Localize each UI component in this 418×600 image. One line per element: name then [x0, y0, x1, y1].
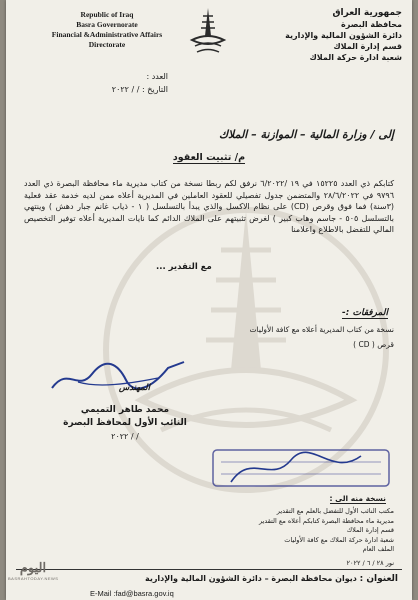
attachment-item-1: نسخة من كتاب المديرية أعلاه مع كافة الأوليات [249, 325, 394, 334]
header-ar-line5: شعبة ادارة حركة الملاك [309, 53, 402, 62]
date-row [78, 83, 168, 96]
signer-title: المهندس [118, 383, 150, 393]
signer-position: النائب الأول لمحافظ البصرة [63, 418, 187, 428]
copies-item: مديرية ماء محافظة البصرة كتابكم أعلاه مع التقدير [258, 516, 394, 525]
regards: مع التقدير ... [156, 262, 212, 272]
letter-page [6, 0, 412, 600]
attachments-title-text: المرفقات :- [342, 308, 388, 318]
news-watermark-logo [8, 560, 58, 581]
letter-body [24, 178, 394, 236]
copies-title [330, 494, 386, 503]
header-ar-line4: قسم إدارة الملاك [333, 42, 402, 51]
signer-name: محمد طاهر التميمي [80, 405, 170, 415]
news-logo-text: اليوم [19, 560, 47, 575]
signatory-block [40, 382, 210, 443]
subject-line [6, 152, 412, 164]
header-arabic [252, 8, 402, 63]
header-ar-line2: محافظة البصرة [341, 20, 402, 29]
header-en-line3: Financial &Administrative Affairs [51, 30, 163, 39]
footer-label: العنوان : [359, 574, 398, 584]
header-english [32, 10, 182, 50]
date-label: التاريخ : [141, 85, 168, 94]
news-logo-small: BASRAHTODAY.NEWS [8, 576, 59, 581]
header-en-line1: Republic of Iraq [80, 10, 134, 19]
number-label: العدد : [146, 72, 168, 81]
body-paragraph: كتابكم ذي العدد ١٥٢٢٥ في ١٩ /٦/٢٠٢٢ نرفق لكم ربطا نسخة من كتاب مديرية ماء محافظة البصرة ذي العدد ٩٧٩٦ في ٢٨/٦/٢٠٢٢ والمتضمن جدول تفصيلي للعقود العاملين في المديرية أعلاه ممن لديه خدمة عقد فعلية (٣سنة) فما فوق وقرص (CD) على نظام الاكسل والذي يبدأ بالتسلسل ( ١ - ذياب غانم جبار دهش ) وينتهي بالتسلسل ٥٠٥ - جاسم وهاب كبير ) لغرض تثبيتهم على الملاك الدائم كما نايات المديرية أعلاه توفير التخصيص المالي للتفضل بالاطلاع واعلامنا [24, 179, 395, 234]
header-ar-line1: جمهورية العراق [332, 8, 402, 18]
signer-date: / / ٢٠٢٢ [111, 432, 139, 441]
attachments-title [342, 308, 388, 318]
attachment-item-2: قرص ( CD ) [353, 340, 394, 349]
footer-address-text: ديوان محافظة البصرة – دائرة الشؤون المالية والإدارية [144, 574, 357, 583]
copies-item: شعبة ادارة حركة الملاك مع كافة الأوليات [284, 535, 394, 544]
typist-reference: نور ٢٨ / ٦ / ٢٠٢٢ [346, 559, 394, 567]
date-value: / / ٢٠٢٢ [111, 85, 140, 94]
header-en-line2: Basra Governorate [76, 20, 138, 29]
header-ar-line3: دائرة الشؤون المالية والإدارية [285, 31, 402, 40]
copies-list [134, 507, 394, 555]
copies-item: الملف العام [362, 545, 394, 553]
basra-emblem-icon [189, 6, 227, 58]
copies-title-text: نسخة منه الى : [329, 494, 386, 503]
reference-block [78, 70, 168, 96]
addressee: إلى / وزارة المالية – الموازنة – الملاك [218, 128, 394, 141]
header-en-line4: Directorate [88, 40, 126, 49]
footer-address [145, 574, 398, 584]
footer-divider [16, 569, 402, 570]
copies-item: قسم إدارة الملاك [346, 526, 394, 534]
copies-item: مكتب النائب الأول للتفضل بالعلم مع التقدير [276, 507, 394, 515]
footer-email: E-Mail :fad@basra.gov.iq [90, 589, 174, 598]
official-stamp-icon [211, 448, 391, 488]
subject-text: م/ تثبيت العقود [172, 152, 246, 163]
